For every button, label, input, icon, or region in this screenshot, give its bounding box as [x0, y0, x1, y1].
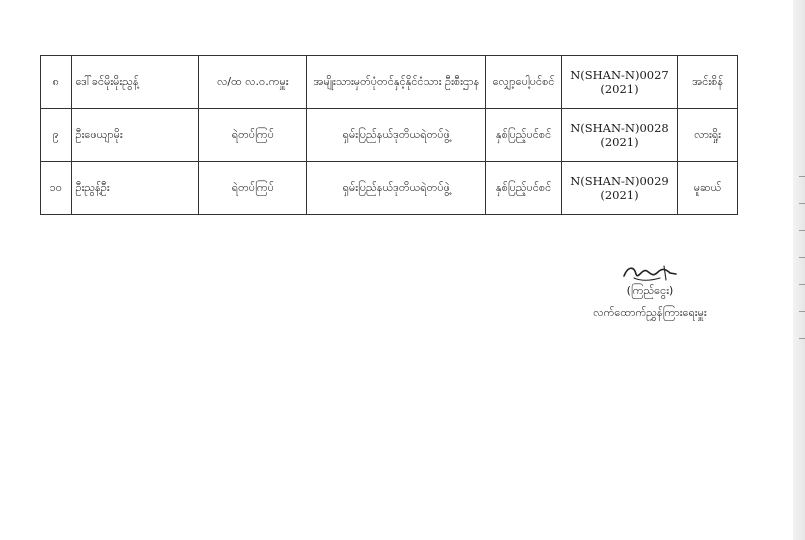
pension-type: လျှော့ပေါ့ပင်စင်	[486, 56, 562, 109]
signatory-name: (ကြည်ငွေး)	[626, 284, 674, 297]
department: အမျိုးသားမှတ်ပုံတင်နှင့်နိုင်ငံသား ဦးစီးဌာန	[307, 56, 486, 109]
signatory-title: လက်ထောက်ညွှန်ကြားရေးမှူး	[593, 306, 707, 319]
table-row	[41, 162, 738, 215]
township: မူဆယ်	[678, 162, 738, 215]
signature-icon	[620, 262, 680, 284]
registration-number	[561, 109, 677, 162]
pension-type: နှစ်ပြည့်ပင်စင်	[486, 162, 562, 215]
pension-table	[40, 55, 738, 215]
rank: ရဲတပ်ကြပ်	[199, 109, 307, 162]
pension-type: နှစ်ပြည့်ပင်စင်	[486, 109, 562, 162]
table-row	[41, 56, 738, 109]
registration-year: (2021)	[600, 82, 639, 96]
department: ရှမ်းပြည်နယ်ဒုတိယရဲတပ်ဖွဲ့	[307, 162, 486, 215]
registration-code: N(SHAN-N)0029	[570, 173, 669, 188]
registration-code: N(SHAN-N)0027	[570, 67, 669, 82]
person-name: ဦးညွန့်ဦး	[71, 162, 199, 215]
rank: လ/ထ လ.ဝ.ကမှူး	[199, 56, 307, 109]
rank: ရဲတပ်ကြပ်	[199, 162, 307, 215]
person-name: ဒေါ်ခင်မိုးမိုးညွန့်	[71, 56, 199, 109]
township: လားရှိုး	[678, 109, 738, 162]
signature-block	[560, 262, 740, 322]
township: အင်းစိန်	[678, 56, 738, 109]
page-edge-marks	[795, 150, 805, 390]
department: ရှမ်းပြည်နယ်ဒုတိယရဲတပ်ဖွဲ့	[307, 109, 486, 162]
table-row	[41, 109, 738, 162]
registration-year: (2021)	[600, 135, 639, 149]
row-number: ၉	[41, 109, 72, 162]
person-name: ဦးဖေယျာမိုး	[71, 109, 199, 162]
registration-year: (2021)	[600, 188, 639, 202]
row-number: ၈	[41, 56, 72, 109]
registration-code: N(SHAN-N)0028	[570, 120, 669, 135]
registration-number	[561, 56, 677, 109]
registration-number	[561, 162, 677, 215]
row-number: ၁၀	[41, 162, 72, 215]
